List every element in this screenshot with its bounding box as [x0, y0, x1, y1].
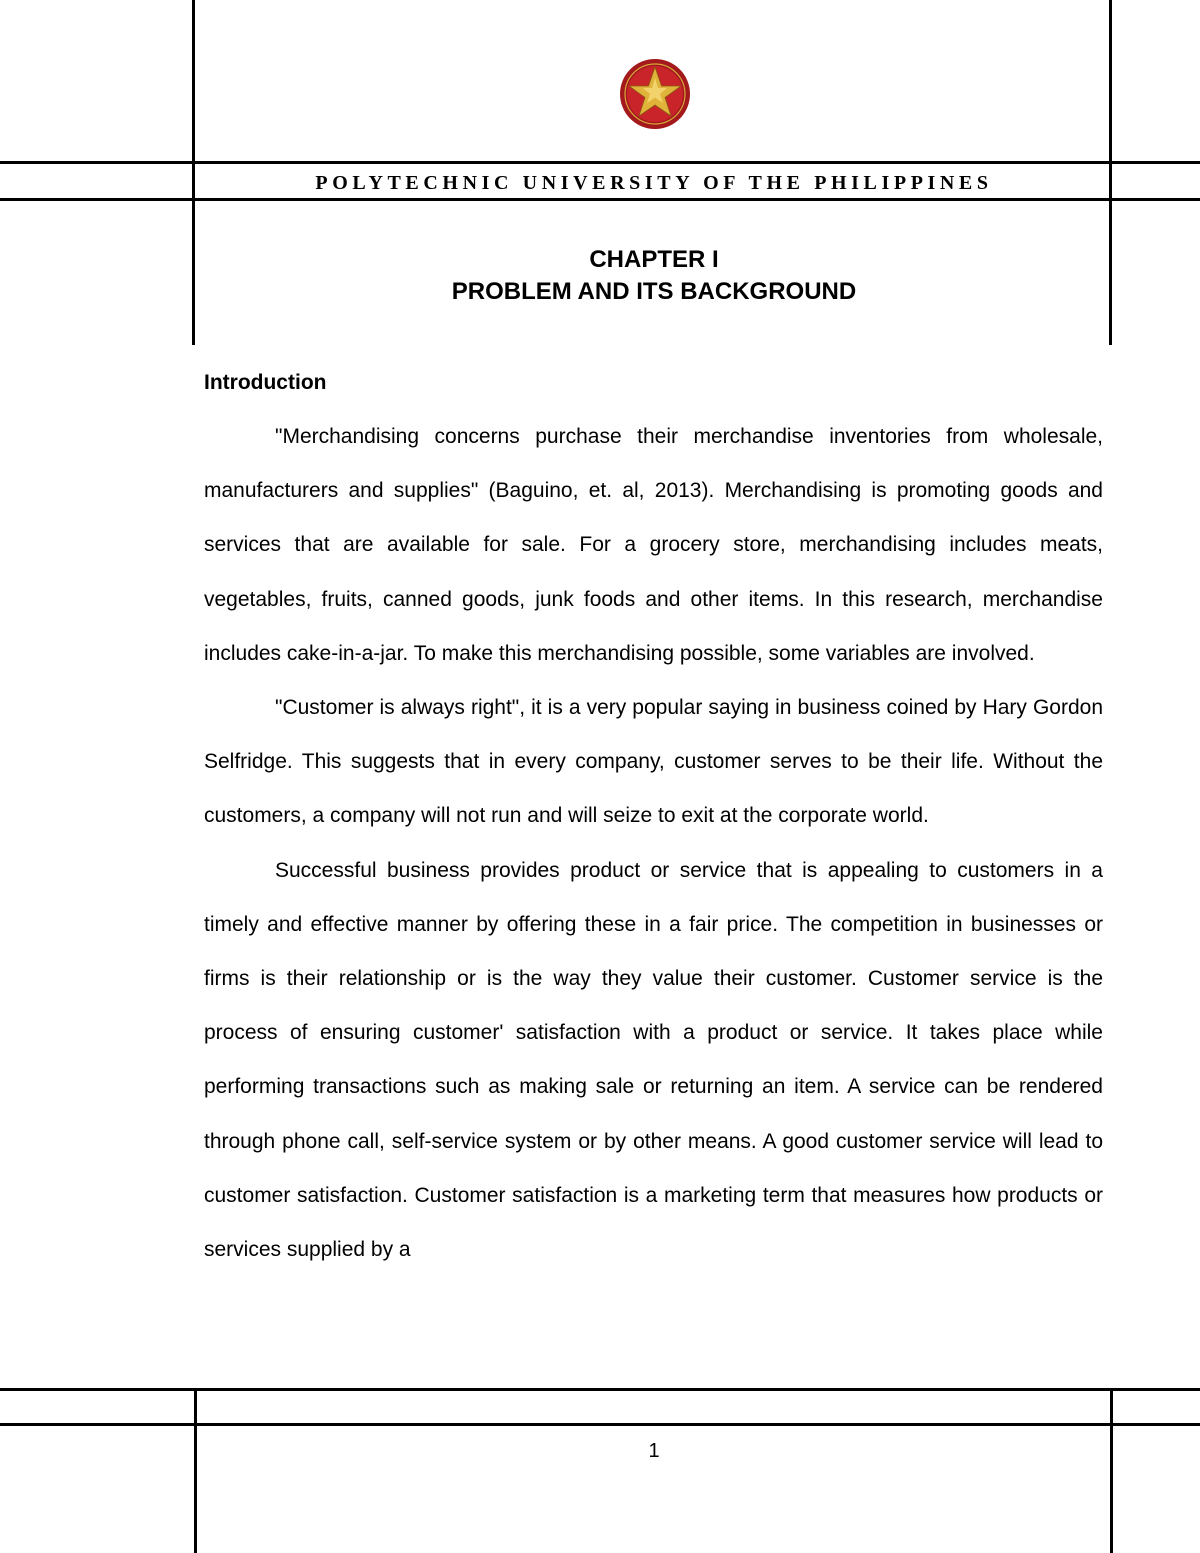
paragraph: "Merchandising concerns purchase their merchandise inventories from wholesale, manufacturers and supplies" (Baguino, et. al, 2013). Merchandising is promoting goods and services that are available for sale. For a grocery store, merchandising includes meats, vegetables, fruits, canned goods, junk foods and other items. In this research, merchandise includes cake-in-a-jar. To make this merchandising possible, some variables are involved.: [204, 425, 1103, 665]
paragraph: Successful business provides product or service that is appealing to customers in a timely and effective manner by offering these in a fair price. The competition in businesses or firms is their relationship or is the way they value their customer. Customer service is the process of ensuring customer' satisfaction with a product or service. It takes place while performing transactions such as making sale or returning an item. A service can be rendered through phone call, self-service system or by other means. A good customer service will lead to customer satisfaction. Customer satisfaction is a marketing term that measures how products or services supplied by a: [204, 858, 1103, 1262]
chapter-title: CHAPTER I: [589, 246, 719, 273]
footer-bottom-rule: [0, 1423, 1200, 1426]
header-top-rule: [0, 161, 1200, 164]
university-seal-icon: [619, 58, 691, 130]
frame-left-line-lower: [194, 1388, 197, 1553]
chapter-subtitle: PROBLEM AND ITS BACKGROUND: [451, 278, 857, 305]
frame-right-line-lower: [1110, 1388, 1113, 1553]
paragraph: "Customer is always right", it is a very popular saying in business coined by Hary Gordon Selfridge. This suggests that in every company, customer serves to be their life. Without the customers, a company will not run and will seize to exit at the corporate world.: [204, 696, 1103, 828]
header-bottom-rule: [0, 198, 1200, 201]
body-text: [204, 410, 1103, 1277]
section-heading: Introduction: [204, 371, 327, 394]
university-name: POLYTECHNIC UNIVERSITY OF THE PHILIPPINES: [315, 172, 993, 194]
footer-top-rule: [0, 1388, 1200, 1391]
page-number: 1: [648, 1440, 660, 1462]
frame-left-line: [192, 0, 195, 345]
